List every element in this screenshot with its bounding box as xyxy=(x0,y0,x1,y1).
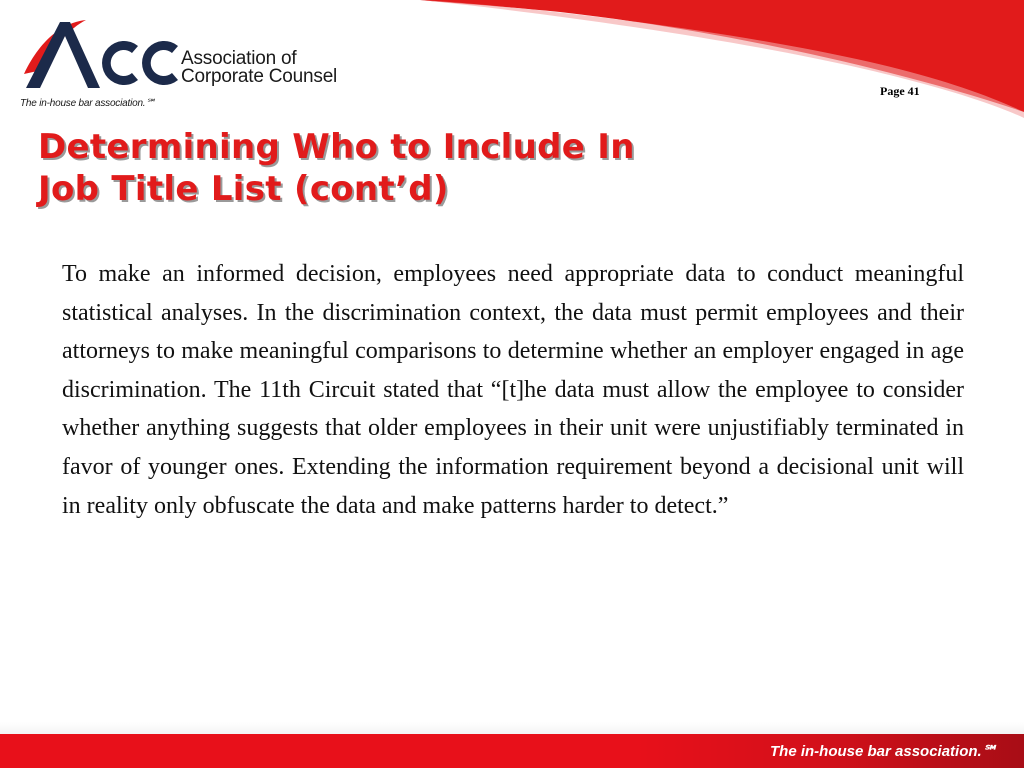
footer-divider xyxy=(0,722,1024,734)
slide-title-line2: Job Title List (cont’d) xyxy=(38,169,449,209)
footer-tagline: The in-house bar association.℠ xyxy=(770,743,997,760)
logo-org-line1: Association of xyxy=(181,48,297,69)
page-number: Page 41 xyxy=(880,84,920,98)
logo-tagline: The in-house bar association.℠ xyxy=(20,98,156,109)
slide-title-line1: Determining Who to Include In xyxy=(38,127,635,167)
acc-logo xyxy=(20,16,350,116)
logo-org-name xyxy=(181,50,337,86)
logo-org-line2: Corporate Counsel xyxy=(181,66,338,87)
acc-logo-mark xyxy=(20,16,180,96)
slide-title xyxy=(38,126,798,210)
body-paragraph: To make an informed decision, employees need appropriate data to conduct meaningful statistical analyses. In the discrimination context, the data must permit employees and their attorneys to make meaningful comparisons to determine whether an employer engaged in age discrimination. The 11th Circuit stated that “[t]he data must allow the employee to consider whether anything suggests that older employees in their unit were unjustifiably terminated in favor of younger ones. Extending the information requirement beyond a decisional unit will in reality only obfuscate the data and make patterns harder to detect.” xyxy=(62,261,964,519)
